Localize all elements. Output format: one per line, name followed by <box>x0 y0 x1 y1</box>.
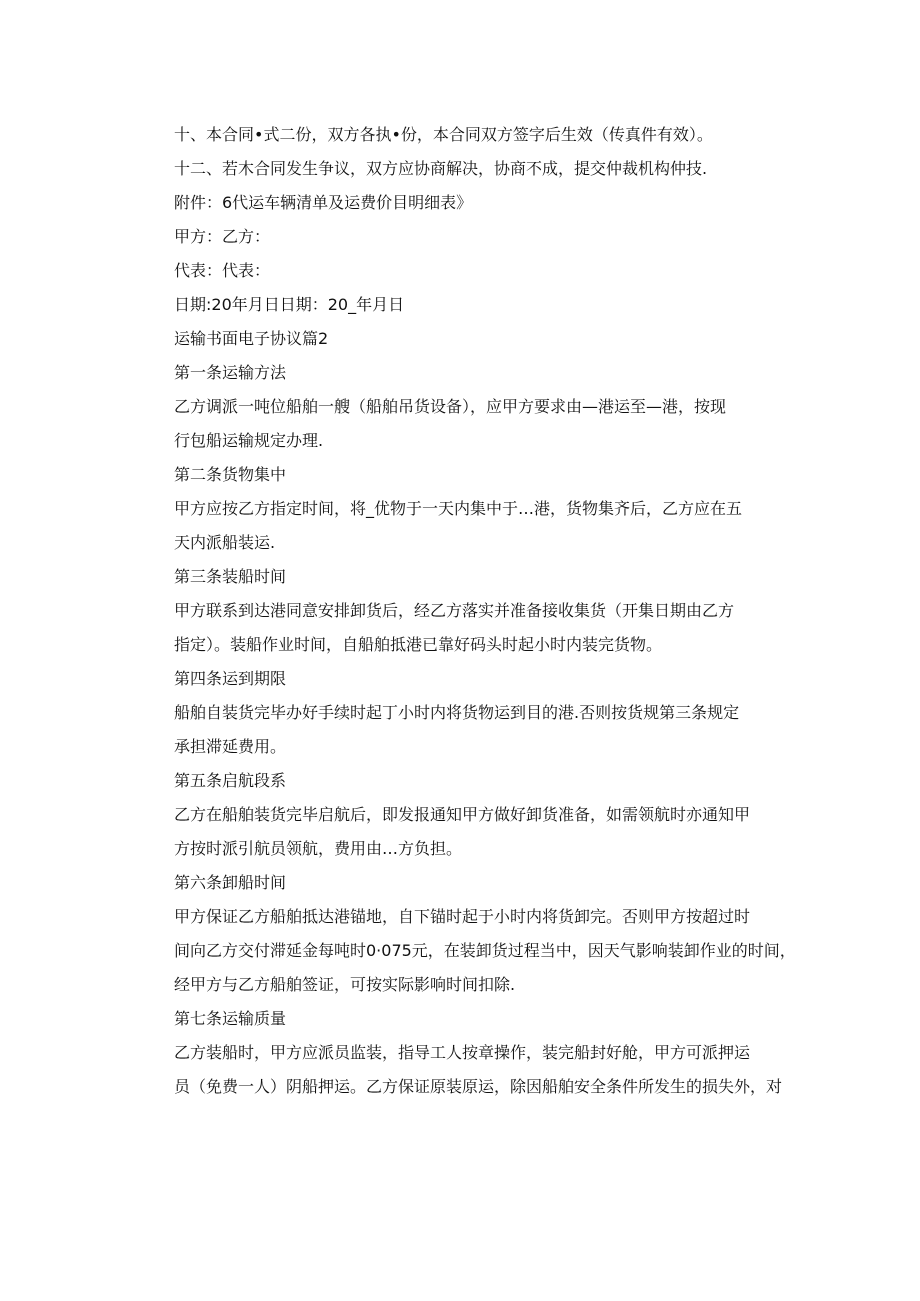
article-body-7 <box>174 1036 783 1104</box>
representative-line: 代表：代表： <box>174 261 271 280</box>
article-body-6-row-1: 甲方保证乙方船舶抵达港锚地，自下锚时起于小时内将货卸完。否则甲方按超过时 <box>174 907 751 926</box>
article-body-5 <box>174 798 779 866</box>
article-body-5-row-1: 乙方在船舶装货完毕启航后，即发报通知甲方做好卸货准备，如需领航时亦通知甲 <box>174 805 751 824</box>
article-body-3 <box>174 594 779 662</box>
party-line: 甲方：乙方： <box>174 227 271 246</box>
article-body-7-row-1: 乙方装船时，甲方应派员监装，指导工人按章操作，装完船封好舱，甲方可派押运 <box>174 1043 751 1062</box>
article-body-2-row-2: 天内派船装运. <box>174 533 276 552</box>
article-body-7-row-2: 员（免费一人）阴船押运。乙方保证原装原运，除因船舶安全条件所发生的损失外，对 <box>174 1077 783 1096</box>
date-line: 日期:20年月日日期：20_年月日 <box>174 295 405 314</box>
article-body-4-row-1: 船舶自装货完毕办好手续时起丁小时内将货物运到目的港.否则按货规第三条规定 <box>174 703 740 722</box>
article-heading-4: 第四条运到期限 <box>174 669 287 688</box>
article-body-5-row-2: 方按时派引航员领航，费用由…方负担。 <box>174 839 463 858</box>
article-heading-7: 第七条运输质量 <box>174 1009 287 1028</box>
article-body-6-row-3: 经甲方与乙方船舶签证，可按实际影响时间扣除. <box>174 975 516 994</box>
clause-twelve: 十二、若木合同发生争议，双方应协商解决，协商不成，提交仲裁机构仲技. <box>174 159 708 178</box>
article-body-1 <box>174 390 779 458</box>
article-body-1-row-2: 行包船运输规定办理. <box>174 431 324 450</box>
document-body <box>174 118 796 1104</box>
article-body-2 <box>174 492 779 560</box>
article-heading-6: 第六条卸船时间 <box>174 873 287 892</box>
article-heading-1: 第一条运输方法 <box>174 363 287 382</box>
article-body-6 <box>174 900 796 1002</box>
attachment-line: 附件：6代运车辆清单及运费价目明细表》 <box>174 193 473 212</box>
article-body-4 <box>174 696 779 764</box>
article-body-2-row-1: 甲方应按乙方指定时间，将_优物于一天内集中于…港，货物集齐后，乙方应在五 <box>174 499 743 518</box>
article-body-4-row-2: 承担滞延费用。 <box>174 737 287 756</box>
article-body-3-row-2: 指定）。装船作业时间，自船舶抵港已靠好码头时起小时内装完货物。 <box>174 635 663 654</box>
article-body-3-row-1: 甲方联系到达港同意安排卸货后，经乙方落实并准备接收集货（开集日期由乙方 <box>174 601 735 620</box>
clause-ten: 十、本合同•式二份，双方各执•份，本合同双方签字后生效（传真件有效）。 <box>174 125 713 144</box>
article-body-1-row-1: 乙方调派一吨位船舶一艘（船舶吊货设备），应甲方要求由—港运至—港，按现 <box>174 397 727 416</box>
article-heading-5: 第五条启航段系 <box>174 771 287 790</box>
article-heading-3: 第三条装船时间 <box>174 567 287 586</box>
article-body-6-row-2: 间向乙方交付滞延金每吨时0·075元，在装卸货过程当中，因天气影响装卸作业的时间， <box>174 941 796 960</box>
section-title: 运输书面电子协议篇2 <box>174 329 329 348</box>
article-heading-2: 第二条货物集中 <box>174 465 287 484</box>
